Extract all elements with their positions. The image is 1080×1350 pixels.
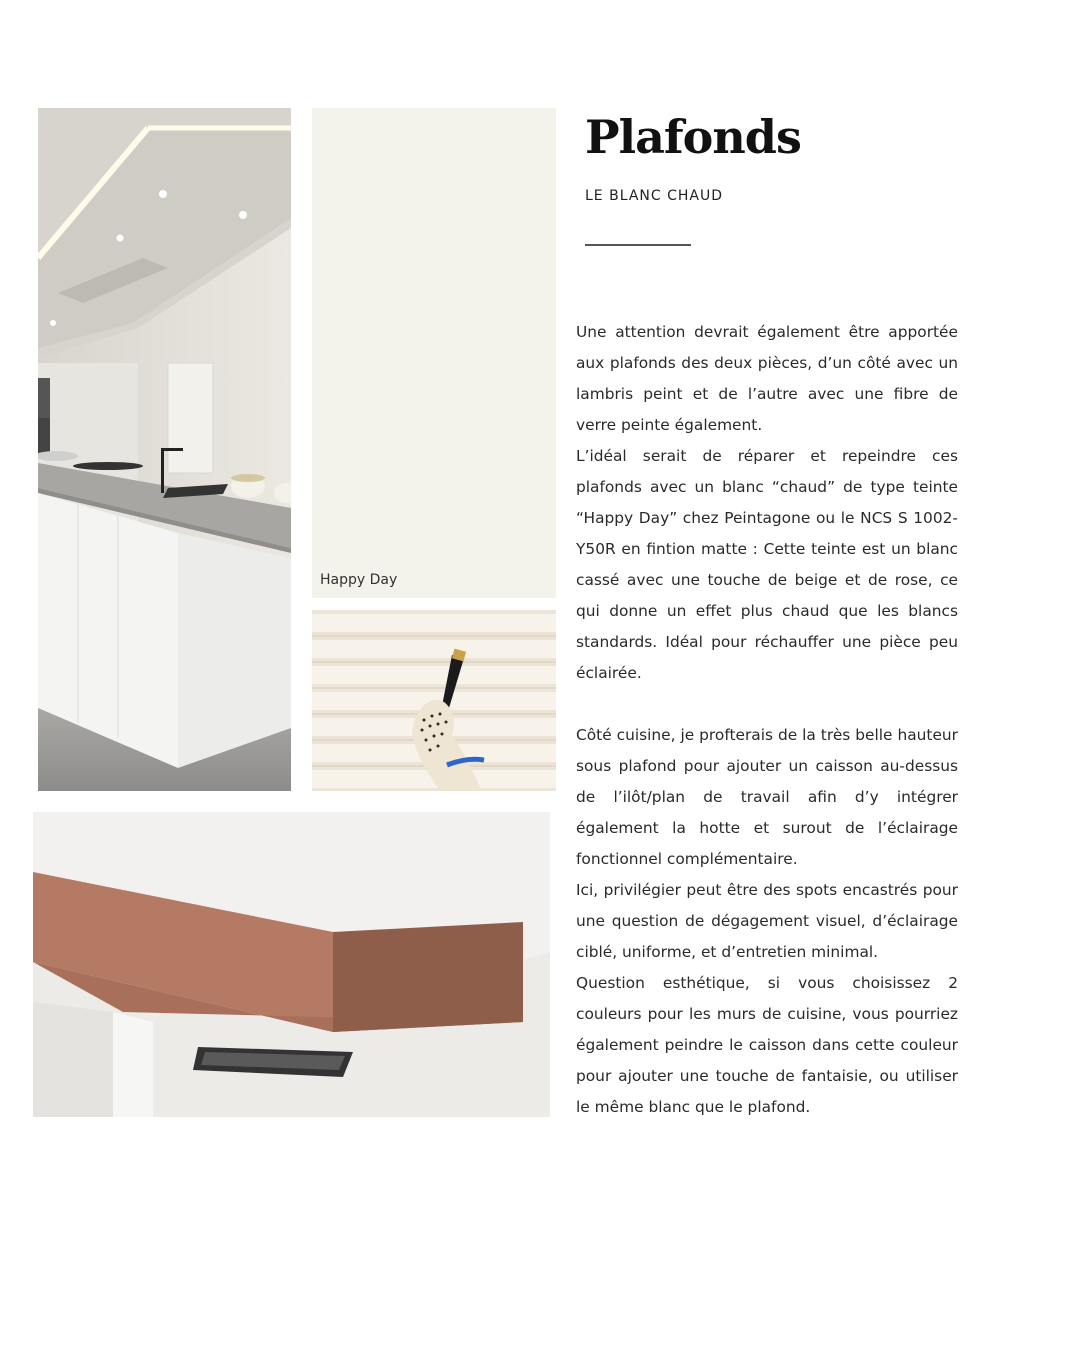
ceiling-box-illustration — [33, 812, 550, 1117]
page-title: Plafonds — [585, 110, 801, 164]
paragraph: Côté cuisine, je profterais de la très belle hauteur sous plafond pour ajouter un caisson au-dessus de l’ilôt/plan de travail afin d’y intégrer également la hotte et surout de l’éclairage fonctionnel complémentaire. — [576, 726, 958, 868]
paint-photo — [312, 610, 556, 791]
paragraph: L’idéal serait de réparer et repeindre ces plafonds avec un blanc “chaud” de type teinte “Happy Day” chez Peintagone ou le NCS S 1002-Y50R en fintion matte : Cette teinte est un blanc cassé avec une touche de beige et de rose, ce qui donne un effet plus chaud que les blancs standards. Idéal pour réchauffer une pièce peu éclairée. — [576, 447, 958, 682]
painting-illustration — [312, 610, 556, 791]
paragraph: Ici, privilégier peut être des spots encastrés pour une question de dégagement visuel, d’éclairage ciblé, uniforme, et d’entretien minimal. — [576, 881, 958, 961]
kitchen-illustration — [38, 108, 291, 791]
color-swatch-happy-day — [312, 108, 556, 598]
body-text — [576, 317, 958, 1123]
kitchen-photo — [38, 108, 291, 791]
swatch-label: Happy Day — [320, 572, 398, 588]
paragraph: Question esthétique, si vous choisissez 2 couleurs pour les murs de cuisine, vous pourriez également peindre le caisson dans cette couleur pour ajouter une touche de fantaisie, ou utiliser le même blanc que le plafond. — [576, 974, 958, 1116]
ceiling-box-photo — [33, 812, 550, 1117]
title-divider — [585, 244, 691, 246]
paragraph: Une attention devrait également être apportée aux plafonds des deux pièces, d’un côté avec un lambris peint et de l’autre avec une fibre de verre peinte également. — [576, 323, 958, 434]
page-subtitle: LE BLANC CHAUD — [585, 188, 724, 204]
